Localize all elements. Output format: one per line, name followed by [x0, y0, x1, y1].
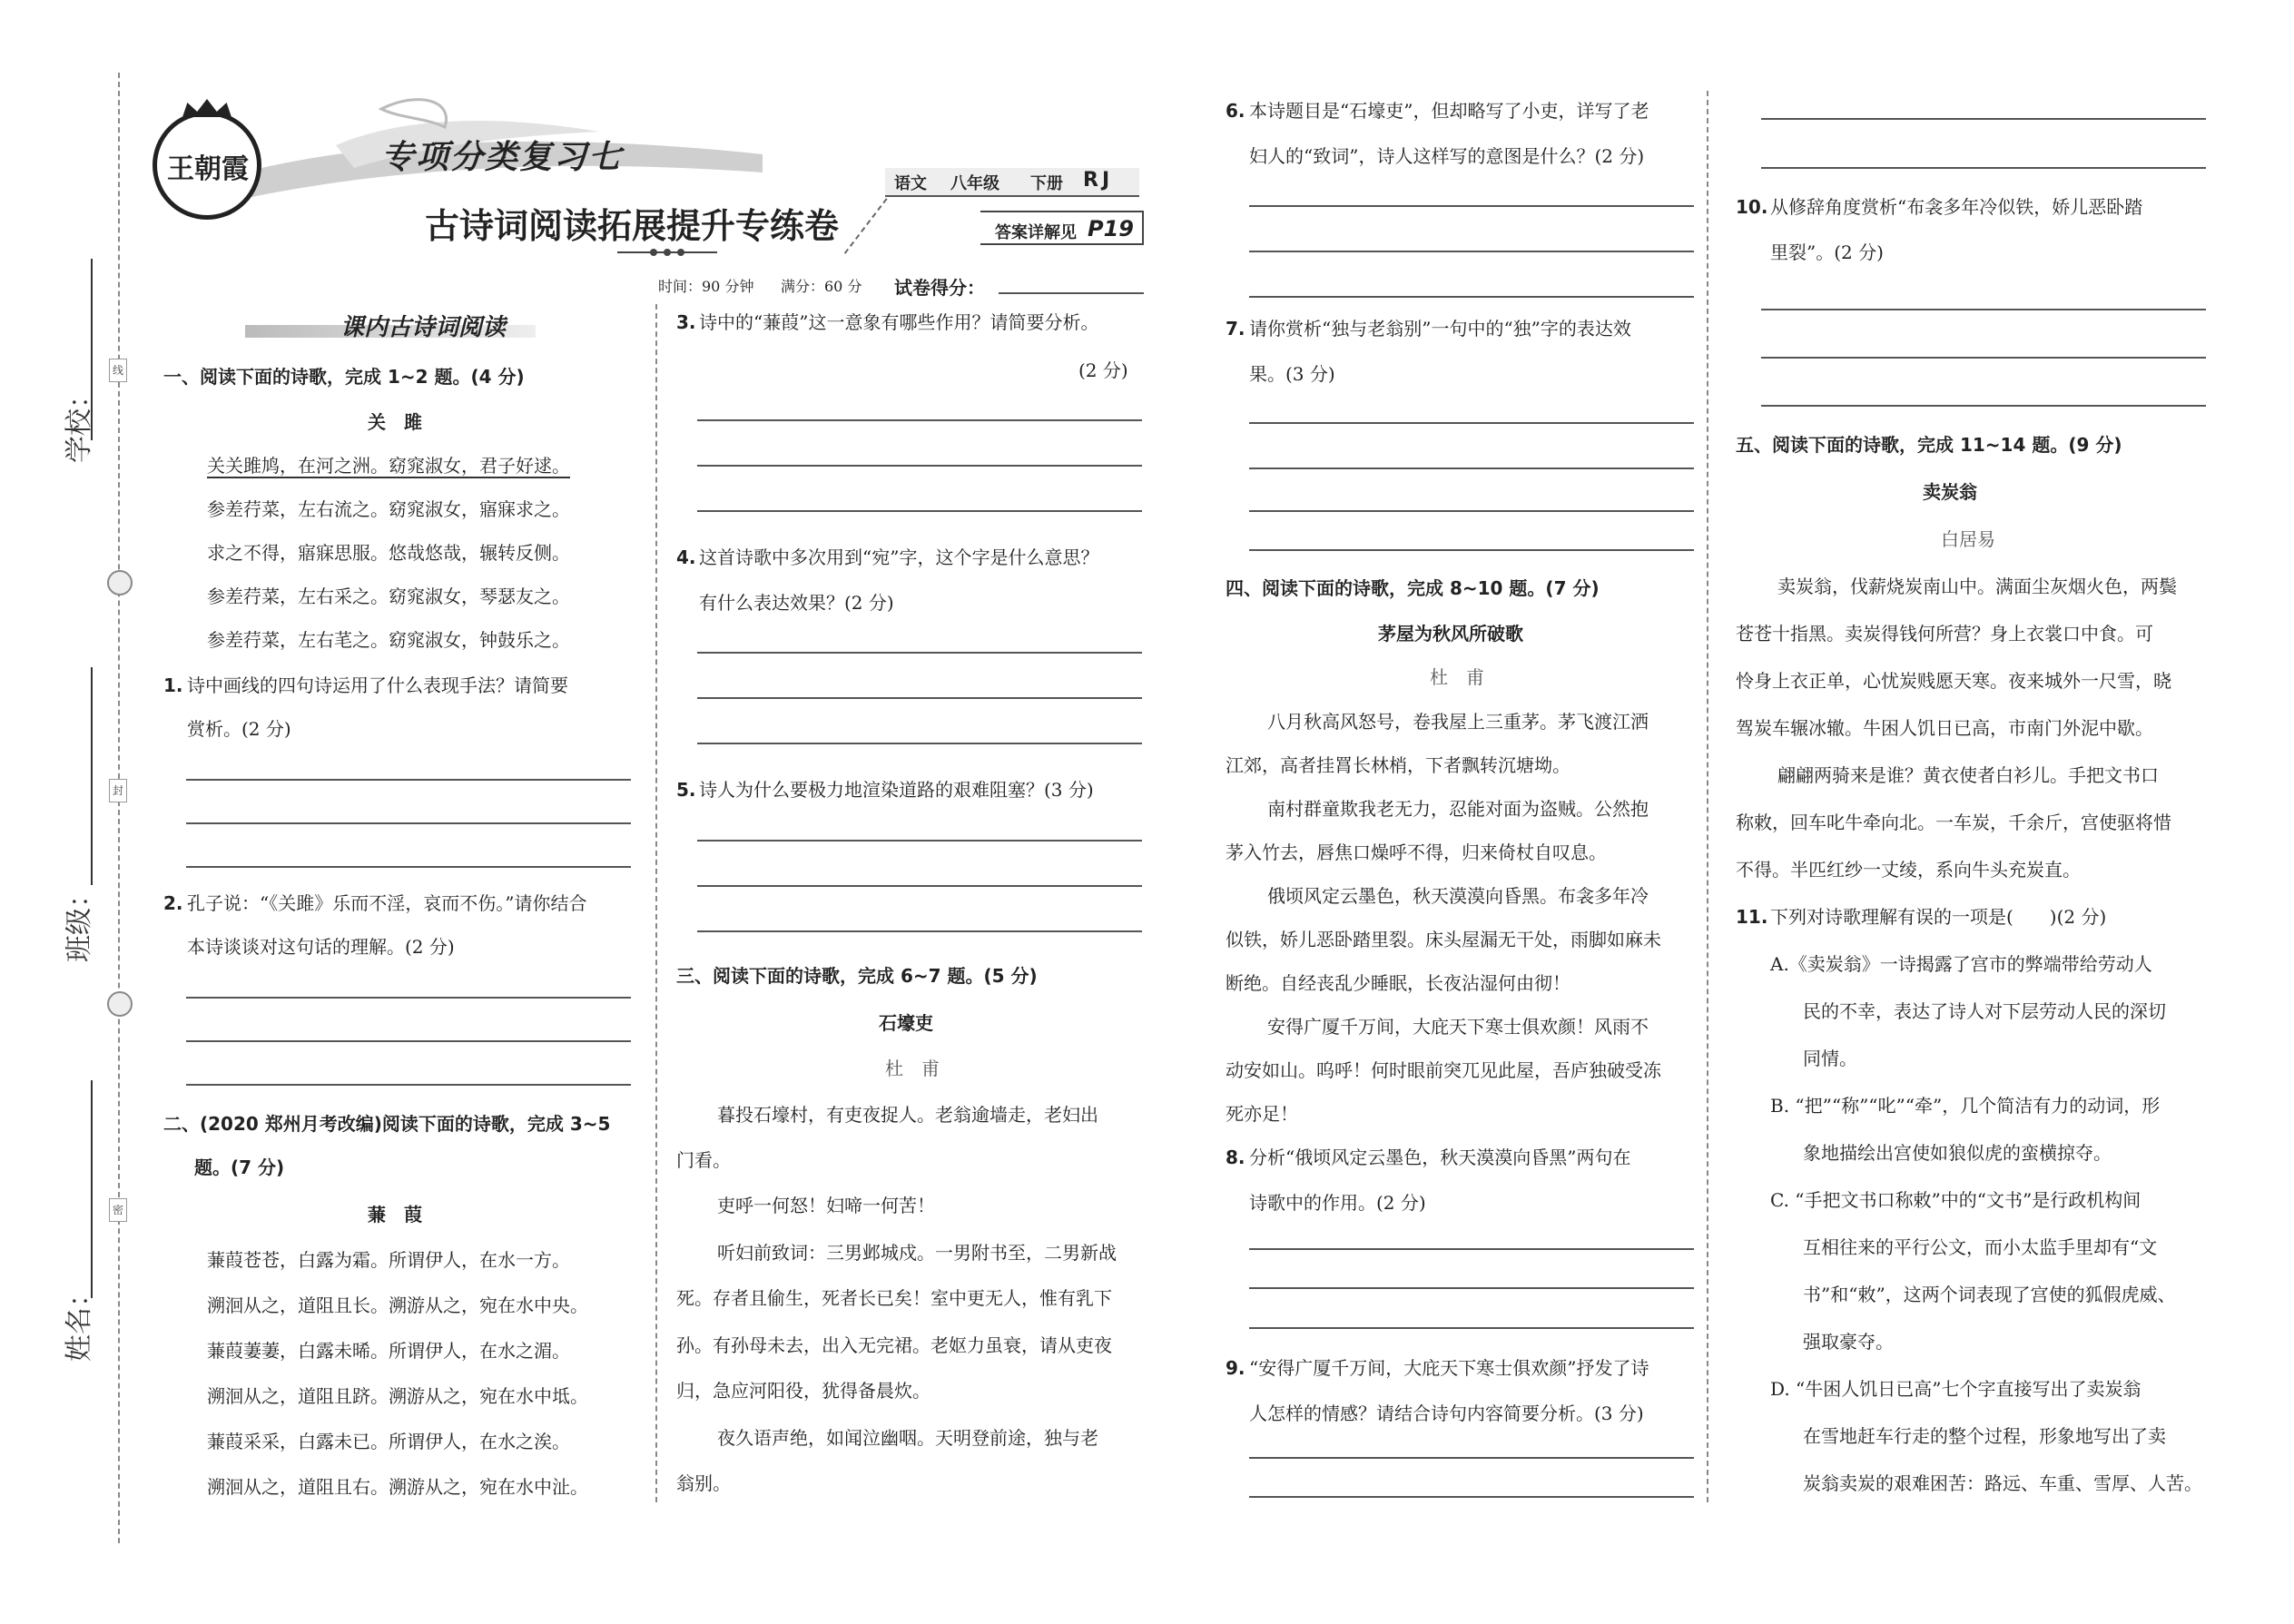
q2-number: 2.	[163, 892, 183, 914]
q9-cont-answer-line-1[interactable]	[1761, 118, 2206, 120]
poem3-line-1: 暮投石壕村，有吏夜捉人。老翁逾墙走，老妇出	[717, 1104, 1098, 1126]
q4-text-2: 有什么表达效果？(2 分)	[699, 592, 894, 614]
q3-number: 3.	[676, 311, 696, 333]
q8-answer-line-2[interactable]	[1249, 1287, 1694, 1289]
q-two-head-2: 题。(7 分)	[194, 1156, 285, 1178]
answer-ref-box	[980, 211, 1144, 245]
poem3-line-9: 翁别。	[676, 1472, 731, 1494]
poem3-line-6: 孙。有孙母未去，出入无完裙。老妪力虽衰，请从吏夜	[676, 1334, 1112, 1356]
publisher-logo	[153, 111, 261, 220]
q7-answer-line-2[interactable]	[1249, 468, 1694, 469]
q9-cont-answer-line-2[interactable]	[1761, 167, 2206, 169]
q6-answer-line-2[interactable]	[1249, 251, 1694, 252]
score-label: 满分：60 分	[781, 278, 862, 295]
q8-text-1: 分析“俄顷风定云墨色，秋天漠漠向昏黑”两句在	[1249, 1147, 1631, 1168]
q8-number: 8.	[1226, 1147, 1245, 1168]
q8-text-2: 诗歌中的作用。(2 分)	[1249, 1192, 1426, 1214]
poem4-line-1: 八月秋高风怒号，卷我屋上三重茅。茅飞渡江洒	[1267, 711, 1649, 733]
q2-answer-line-1[interactable]	[186, 997, 631, 999]
option-a-line-1[interactable]: A.《卖炭翁》一诗揭露了宫市的弊端带给劳动人	[1770, 953, 2152, 975]
q-one-head: 一、阅读下面的诗歌，完成 1~2 题。(4 分)	[163, 366, 525, 388]
section-banner	[245, 309, 536, 340]
answer-ref-label: 答案详解见	[995, 223, 1077, 242]
binding-mark-mi: 密	[109, 1198, 127, 1222]
poem2-title: 蒹 葭	[368, 1204, 422, 1225]
poem5-line-7: 不得。半匹红纱一丈绫，系向牛头充炭直。	[1736, 859, 2081, 881]
option-a-line-2: 民的不幸，表达了诗人对下层劳动人民的深切	[1803, 1000, 2166, 1022]
q5-answer-line-1[interactable]	[697, 840, 1142, 842]
binding-dashed-line	[118, 73, 120, 1543]
q9-text-1: “安得广厦千万间，大庇天下寒士俱欢颜”抒发了诗	[1249, 1357, 1649, 1379]
poem1-line-4: 参差荇菜，左右采之。窈窕淑女，琴瑟友之。	[207, 586, 570, 607]
q4-text-1: 这首诗歌中多次用到“宛”字，这个字是什么意思？	[699, 546, 1099, 568]
option-c-line-2: 互相往来的平行公文，而小太监手里却有“文	[1803, 1236, 2158, 1258]
q10-number: 10.	[1736, 196, 1768, 218]
option-c-line-4: 强取豪夺。	[1803, 1331, 1894, 1353]
poem2-line-3: 蒹葭萋萋，白露未晞。所谓伊人，在水之湄。	[207, 1340, 570, 1362]
q2-text-1: 孔子说：“《关雎》乐而不淫，哀而不伤。”请你结合	[187, 892, 587, 914]
option-d-line-1[interactable]: D. “牛困人饥日已高”七个字直接写出了卖炭翁	[1770, 1378, 2141, 1400]
q8-answer-line-3[interactable]	[1249, 1327, 1694, 1329]
q9-answer-line-1[interactable]	[1249, 1457, 1694, 1459]
column-divider-1	[655, 304, 657, 1502]
meta-edition: RJ	[1083, 169, 1114, 192]
poem2-line-5: 蒹葭采采，白露未已。所谓伊人，在水之涘。	[207, 1431, 570, 1452]
q1-text-1: 诗中画线的四句诗运用了什么表现手法？请简要	[187, 674, 568, 696]
meta-subject: 语文	[894, 174, 927, 193]
q1-answer-line-1[interactable]	[186, 779, 631, 781]
poem5-line-5: 翩翩两骑来是谁？黄衣使者白衫儿。手把文书口	[1777, 764, 2159, 786]
q3-answer-line-2[interactable]	[697, 465, 1142, 467]
q11-number: 11.	[1736, 906, 1768, 928]
q10-answer-line-3[interactable]	[1761, 405, 2206, 407]
q5-answer-line-2[interactable]	[697, 885, 1142, 887]
poem3-line-8: 夜久语声绝，如闻泣幽咽。天明登前途，独与老	[717, 1427, 1098, 1449]
q7-text-2: 果。(3 分)	[1249, 363, 1335, 385]
q5-number: 5.	[676, 779, 696, 801]
poem4-line-4: 茅入竹去，唇焦口燥呼不得，归来倚杖自叹息。	[1226, 842, 1607, 863]
q1-answer-line-3[interactable]	[186, 866, 631, 868]
meta-bar	[885, 168, 1139, 197]
poem5-line-3: 怜身上衣正单，心忧炭贱愿天寒。夜来城外一尺雪，晓	[1736, 670, 2171, 692]
q2-answer-line-2[interactable]	[186, 1040, 631, 1042]
option-d-line-2: 在雪地赶车行走的整个过程，形象地写出了卖	[1803, 1425, 2166, 1447]
q7-number: 7.	[1226, 318, 1245, 340]
q3-score: (2 分)	[1078, 359, 1128, 381]
poem3-author: 杜 甫	[885, 1058, 940, 1079]
q-two-head-1: 二、(2020 郑州月考改编)阅读下面的诗歌，完成 3~5	[163, 1113, 611, 1135]
q4-answer-line-3[interactable]	[697, 743, 1142, 744]
q3-answer-line-3[interactable]	[697, 510, 1142, 512]
binding-mark-xian: 线	[109, 359, 127, 382]
q1-answer-line-2[interactable]	[186, 822, 631, 824]
main-title: 古诗词阅读拓展提升专练卷	[425, 205, 840, 246]
q9-text-2: 人怎样的情感？请结合诗句内容简要分析。(3 分)	[1249, 1403, 1644, 1424]
q6-number: 6.	[1226, 100, 1245, 122]
q9-number: 9.	[1226, 1357, 1245, 1379]
poem5-title: 卖炭翁	[1923, 481, 1977, 503]
poem4-line-8: 安得广厦千万间，大庇天下寒士俱欢颜！风雨不	[1267, 1016, 1649, 1038]
q3-text-1: 诗中的“蒹葭”这一意象有哪些作用？请简要分析。	[699, 311, 1099, 333]
class-field-line[interactable]	[91, 667, 93, 885]
poem5-author: 白居易	[1941, 528, 1995, 550]
q8-answer-line-1[interactable]	[1249, 1248, 1694, 1250]
poem4-line-2: 江郊，高者挂罥长林梢，下者飘转沉塘坳。	[1226, 754, 1570, 776]
option-b-line-2: 象地描绘出宫使如狼似虎的蛮横掠夺。	[1803, 1142, 2112, 1164]
poem5-line-2: 苍苍十指黑。卖炭得钱何所营？身上衣裳口中食。可	[1736, 623, 2153, 645]
series-title: 专项分类复习七	[381, 139, 624, 176]
poem3-title: 石壕吏	[879, 1012, 933, 1034]
poem4-author: 杜 甫	[1430, 666, 1484, 688]
binding-hole-1	[107, 570, 133, 595]
q-three-head: 三、阅读下面的诗歌，完成 6~7 题。(5 分)	[676, 965, 1038, 987]
poem5-line-1: 卖炭翁，伐薪烧炭南山中。满面尘灰烟火色，两鬓	[1777, 576, 2177, 597]
binding-hole-2	[107, 991, 133, 1017]
q-four-head: 四、阅读下面的诗歌，完成 8~10 题。(7 分)	[1226, 577, 1600, 599]
option-c-line-3: 书”和“敕”，这两个词表现了宫使的狐假虎威、	[1803, 1284, 2176, 1305]
q6-answer-line-3[interactable]	[1249, 296, 1694, 298]
poem1-title: 关 雎	[368, 411, 422, 433]
poem3-line-3: 吏呼一何怒！妇啼一何苦！	[717, 1195, 935, 1216]
poem2-line-2: 溯洄从之，道阻且长。溯游从之，宛在水中央。	[207, 1294, 588, 1316]
poem1-line-3: 求之不得，寤寐思服。悠哉悠哉，辗转反侧。	[207, 542, 570, 564]
logo-text: 王朝霞	[167, 153, 249, 185]
poem5-line-4: 驾炭车辗冰辙。牛困人饥日已高，市南门外泥中歇。	[1736, 717, 2153, 739]
poem4-line-5: 俄顷风定云墨色，秋天漠漠向昏黑。布衾多年冷	[1267, 885, 1649, 907]
q10-text-1: 从修辞角度赏析“布衾多年冷似铁，娇儿恶卧踏	[1770, 196, 2143, 218]
column-divider-2	[1707, 91, 1708, 1502]
q7-text-1: 请你赏析“独与老翁别”一句中的“独”字的表达效	[1249, 318, 1631, 340]
q1-text-2: 赏析。(2 分)	[187, 718, 291, 740]
answer-ref-page: P19	[1088, 216, 1134, 241]
meta-grade: 八年级	[950, 174, 999, 193]
q6-text-2: 妇人的“致词”，诗人这样写的意图是什么？(2 分)	[1249, 145, 1645, 167]
poem1-line-5: 参差荇菜，左右芼之。窈窕淑女，钟鼓乐之。	[207, 629, 570, 651]
q6-text-1: 本诗题目是“石壕吏”，但却略写了小吏，详写了老	[1249, 100, 1649, 122]
section-banner-text: 课内古诗词阅读	[340, 314, 507, 341]
option-b-line-1[interactable]: B. “把”“称”“叱”“牵”，几个简洁有力的动词，形	[1770, 1095, 2161, 1117]
name-label: 姓名：	[64, 1280, 95, 1362]
q4-answer-line-1[interactable]	[697, 652, 1142, 654]
poem3-line-2: 门看。	[676, 1149, 731, 1171]
poem2-line-6: 溯洄从之，道阻且右。溯游从之，宛在水中沚。	[207, 1476, 588, 1498]
poem4-line-6: 似铁，娇儿恶卧踏里裂。床头屋漏无干处，雨脚如麻未	[1226, 929, 1661, 950]
q3-answer-line-1[interactable]	[697, 419, 1142, 421]
poem3-line-5: 死。存者且偷生，死者长已矣！室中更无人，惟有乳下	[676, 1287, 1112, 1309]
q5-text-1: 诗人为什么要极力地渲染道路的艰难阻塞？(3 分)	[699, 779, 1094, 801]
poem4-line-7: 断绝。自经丧乱少睡眠，长夜沾湿何由彻！	[1226, 972, 1570, 994]
option-d-line-3: 炭翁卖炭的艰难困苦：路远、车重、雪厚、人苦。	[1803, 1472, 2202, 1494]
poem2-line-1: 蒹葭苍苍，白露为霜。所谓伊人，在水一方。	[207, 1249, 570, 1271]
poem1-line-2: 参差荇菜，左右流之。窈窕淑女，寤寐求之。	[207, 498, 570, 520]
option-a-line-3: 同情。	[1803, 1048, 1857, 1069]
binding-mark-feng: 封	[109, 779, 127, 802]
poem4-line-3: 南村群童欺我老无力，忍能对面为盗贼。公然抱	[1267, 798, 1649, 820]
score-field-label: 试卷得分：	[894, 277, 985, 299]
poem1-line-1: 关关雎鸠，在河之洲。窈窕淑女，君子好逑。	[207, 455, 570, 477]
poem5-line-6: 称敕，回车叱牛牵向北。一车炭，千余斤，宫使驱将惜	[1736, 812, 2171, 833]
poem3-line-7: 归，急应河阳役，犹得备晨炊。	[676, 1380, 930, 1402]
poem4-line-10: 死亦足！	[1226, 1103, 1298, 1125]
class-label: 班级：	[64, 881, 95, 962]
q11-text-1: 下列对诗歌理解有误的一项是( )(2 分)	[1770, 906, 2107, 928]
q10-answer-line-1[interactable]	[1761, 309, 2206, 310]
poem3-line-4: 听妇前致词：三男邺城戍。一男附书至，二男新战	[717, 1242, 1117, 1264]
q2-answer-line-3[interactable]	[186, 1084, 631, 1086]
q2-text-2: 本诗谈谈对这句话的理解。(2 分)	[187, 936, 455, 958]
school-label: 学校：	[64, 381, 95, 463]
q7-answer-line-3[interactable]	[1249, 510, 1694, 512]
q1-number: 1.	[163, 674, 183, 696]
score-field[interactable]	[999, 292, 1144, 294]
option-c-line-1[interactable]: C. “手把文书口称敕”中的“文书”是行政机构间	[1770, 1189, 2141, 1211]
title-underline-decoration	[617, 247, 717, 258]
q-five-head: 五、阅读下面的诗歌，完成 11~14 题。(9 分)	[1736, 434, 2122, 456]
q7-answer-line-1[interactable]	[1249, 422, 1694, 424]
q10-text-2: 里裂”。(2 分)	[1770, 241, 1884, 263]
time-label: 时间：90 分钟	[658, 278, 754, 295]
q7-answer-line-4[interactable]	[1249, 549, 1694, 551]
q4-answer-line-2[interactable]	[697, 697, 1142, 699]
q10-answer-line-2[interactable]	[1761, 357, 2206, 359]
poem4-title: 茅屋为秋风所破歌	[1378, 623, 1523, 645]
q6-answer-line-1[interactable]	[1249, 205, 1694, 207]
poem2-line-4: 溯洄从之，道阻且跻。溯游从之，宛在水中坻。	[207, 1385, 588, 1407]
poem4-line-9: 动安如山。呜呼！何时眼前突兀见此屋，吾庐独破受冻	[1226, 1059, 1661, 1081]
meta-volume: 下册	[1030, 174, 1063, 193]
q9-answer-line-2[interactable]	[1249, 1496, 1694, 1498]
q4-number: 4.	[676, 546, 696, 568]
q5-answer-line-3[interactable]	[697, 930, 1142, 932]
